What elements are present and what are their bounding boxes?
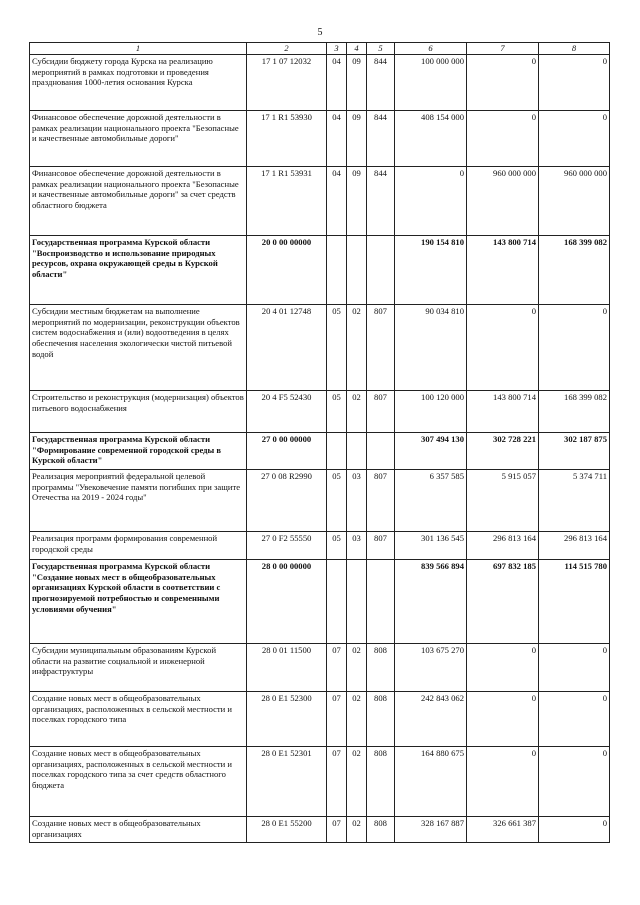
- row-amount-3: 296 813 164: [539, 532, 610, 560]
- col-header-subsection: 4: [347, 43, 367, 55]
- row-subsection: 02: [347, 817, 367, 843]
- table-row: [30, 532, 610, 560]
- row-grbs: [367, 560, 395, 644]
- row-code: 17 1 R1 53931: [247, 167, 327, 236]
- table-row: [30, 470, 610, 532]
- row-subsection: 02: [347, 692, 367, 747]
- table-row: [30, 111, 610, 167]
- row-amount-1: 0: [395, 167, 467, 236]
- row-amount-1: 328 167 887: [395, 817, 467, 843]
- row-grbs: [367, 236, 395, 305]
- row-amount-3: 960 000 000: [539, 167, 610, 236]
- row-amount-2: 302 728 221: [467, 433, 539, 470]
- table-row: [30, 55, 610, 111]
- row-amount-3: 168 399 082: [539, 236, 610, 305]
- row-grbs: 844: [367, 167, 395, 236]
- row-subsection: 03: [347, 470, 367, 532]
- col-header-grbs: 5: [367, 43, 395, 55]
- row-grbs: 807: [367, 391, 395, 433]
- table-row: [30, 391, 610, 433]
- row-amount-3: 0: [539, 305, 610, 391]
- row-subsection: 02: [347, 305, 367, 391]
- row-amount-3: 0: [539, 747, 610, 817]
- row-amount-2: 326 661 387: [467, 817, 539, 843]
- row-name: Субсидии муниципальным образованиям Курской области на развитие социальной и инженерной инфраструктуры: [30, 644, 247, 692]
- row-amount-2: 0: [467, 692, 539, 747]
- row-grbs: 807: [367, 305, 395, 391]
- row-grbs: 844: [367, 55, 395, 111]
- row-name: Строительство и реконструкция (модернизация) объектов питьевого водоснабжения: [30, 391, 247, 433]
- page-number: 5: [317, 27, 323, 38]
- row-amount-3: 0: [539, 817, 610, 843]
- table-row: [30, 167, 610, 236]
- row-section: 05: [327, 470, 347, 532]
- row-name: Создание новых мест в общеобразовательных организациях, расположенных в сельской местности и поселках городского типа: [30, 692, 247, 747]
- row-code: 27 0 F2 55550: [247, 532, 327, 560]
- program-row: [30, 236, 610, 305]
- row-code: 28 0 00 00000: [247, 560, 327, 644]
- row-name: Создание новых мест в общеобразовательных организациях: [30, 817, 247, 843]
- table-row: [30, 747, 610, 817]
- row-section: 07: [327, 692, 347, 747]
- row-code: 17 1 R1 53930: [247, 111, 327, 167]
- row-name: Государственная программа Курской области "Создание новых мест в общеобразовательных организациях Курской области в соответствии с прогнозируемой потребностью и современными условиями обучения": [30, 560, 247, 644]
- row-subsection: 02: [347, 391, 367, 433]
- row-amount-1: 242 843 062: [395, 692, 467, 747]
- row-name: Финансовое обеспечение дорожной деятельности в рамках реализации национального проекта "Безопасные и качественные автомобильные дороги": [30, 111, 247, 167]
- row-amount-1: 103 675 270: [395, 644, 467, 692]
- table-row: [30, 305, 610, 391]
- row-amount-3: 0: [539, 644, 610, 692]
- table-row: [30, 644, 610, 692]
- row-amount-3: 0: [539, 111, 610, 167]
- row-section: 07: [327, 644, 347, 692]
- row-subsection: 03: [347, 532, 367, 560]
- row-code: 28 0 E1 52300: [247, 692, 327, 747]
- table-row: [30, 817, 610, 843]
- program-row: [30, 560, 610, 644]
- row-amount-2: 296 813 164: [467, 532, 539, 560]
- row-section: 05: [327, 391, 347, 433]
- row-amount-3: 114 515 780: [539, 560, 610, 644]
- row-grbs: 808: [367, 692, 395, 747]
- row-code: 20 4 F5 52430: [247, 391, 327, 433]
- row-amount-1: 164 880 675: [395, 747, 467, 817]
- col-header-code: 2: [247, 43, 327, 55]
- row-code: 17 1 07 12032: [247, 55, 327, 111]
- row-grbs: 808: [367, 644, 395, 692]
- row-subsection: 09: [347, 167, 367, 236]
- row-name: Государственная программа Курской области "Формирование современной городской среды в Курской области": [30, 433, 247, 470]
- row-code: 28 0 E1 52301: [247, 747, 327, 817]
- col-header-amount-3: 8: [539, 43, 610, 55]
- row-section: 04: [327, 111, 347, 167]
- row-amount-2: 0: [467, 111, 539, 167]
- row-name: Реализация программ формирования современной городской среды: [30, 532, 247, 560]
- row-amount-2: 0: [467, 305, 539, 391]
- row-name: Реализация мероприятий федеральной целевой программы "Увековечение памяти погибших при защите Отечества на 2019 - 2024 годы": [30, 470, 247, 532]
- row-section: 04: [327, 55, 347, 111]
- budget-table: [29, 42, 610, 843]
- row-amount-1: 6 357 585: [395, 470, 467, 532]
- row-section: 07: [327, 747, 347, 817]
- row-grbs: 807: [367, 470, 395, 532]
- row-subsection: [347, 433, 367, 470]
- row-amount-1: 90 034 810: [395, 305, 467, 391]
- row-code: 27 0 08 R2990: [247, 470, 327, 532]
- row-amount-3: 5 374 711: [539, 470, 610, 532]
- row-amount-1: 190 154 810: [395, 236, 467, 305]
- row-code: 28 0 01 11500: [247, 644, 327, 692]
- row-amount-3: 302 187 875: [539, 433, 610, 470]
- row-code: 28 0 E1 55200: [247, 817, 327, 843]
- row-amount-2: 0: [467, 644, 539, 692]
- row-section: [327, 560, 347, 644]
- row-amount-1: 408 154 000: [395, 111, 467, 167]
- row-amount-1: 100 120 000: [395, 391, 467, 433]
- row-name: Субсидии местным бюджетам на выполнение мероприятий по модернизации, реконструкции объектов систем водоснабжения и (или) водоотведения в целях обеспечения населения экологически чистой питьевой водой: [30, 305, 247, 391]
- row-code: 20 4 01 12748: [247, 305, 327, 391]
- col-header-section: 3: [327, 43, 347, 55]
- row-amount-2: 5 915 057: [467, 470, 539, 532]
- row-amount-3: 168 399 082: [539, 391, 610, 433]
- col-header-name: 1: [30, 43, 247, 55]
- col-header-amount-1: 6: [395, 43, 467, 55]
- row-amount-1: 839 566 894: [395, 560, 467, 644]
- program-row: [30, 433, 610, 470]
- row-section: 05: [327, 532, 347, 560]
- row-grbs: 807: [367, 532, 395, 560]
- row-amount-1: 100 000 000: [395, 55, 467, 111]
- row-subsection: 09: [347, 55, 367, 111]
- row-name: Субсидии бюджету города Курска на реализацию мероприятий в рамках подготовки и проведения празднования 1000-летия основания Курска: [30, 55, 247, 111]
- row-amount-3: 0: [539, 55, 610, 111]
- row-code: 27 0 00 00000: [247, 433, 327, 470]
- row-subsection: [347, 236, 367, 305]
- row-grbs: 844: [367, 111, 395, 167]
- column-number-row: [30, 43, 610, 55]
- row-subsection: 09: [347, 111, 367, 167]
- row-grbs: 808: [367, 817, 395, 843]
- row-name: Создание новых мест в общеобразовательных организациях, расположенных в сельской местности и поселках городского типа за счет средств областного бюджета: [30, 747, 247, 817]
- row-amount-3: 0: [539, 692, 610, 747]
- row-code: 20 0 00 00000: [247, 236, 327, 305]
- row-amount-1: 301 136 545: [395, 532, 467, 560]
- row-amount-2: 143 800 714: [467, 236, 539, 305]
- table-row: [30, 692, 610, 747]
- row-amount-2: 960 000 000: [467, 167, 539, 236]
- row-section: [327, 433, 347, 470]
- col-header-amount-2: 7: [467, 43, 539, 55]
- row-subsection: 02: [347, 747, 367, 817]
- row-subsection: 02: [347, 644, 367, 692]
- row-grbs: [367, 433, 395, 470]
- row-amount-2: 143 800 714: [467, 391, 539, 433]
- row-section: 07: [327, 817, 347, 843]
- row-amount-2: 0: [467, 55, 539, 111]
- row-section: 04: [327, 167, 347, 236]
- row-subsection: [347, 560, 367, 644]
- row-amount-2: 0: [467, 747, 539, 817]
- row-amount-2: 697 832 185: [467, 560, 539, 644]
- row-amount-1: 307 494 130: [395, 433, 467, 470]
- row-grbs: 808: [367, 747, 395, 817]
- row-name: Государственная программа Курской области "Воспроизводство и использование природных ресурсов, охрана окружающей среды в Курской области": [30, 236, 247, 305]
- row-section: 05: [327, 305, 347, 391]
- row-section: [327, 236, 347, 305]
- row-name: Финансовое обеспечение дорожной деятельности в рамках реализации национального проекта "Безопасные и качественные автомобильные дороги" за счет средств областного бюджета: [30, 167, 247, 236]
